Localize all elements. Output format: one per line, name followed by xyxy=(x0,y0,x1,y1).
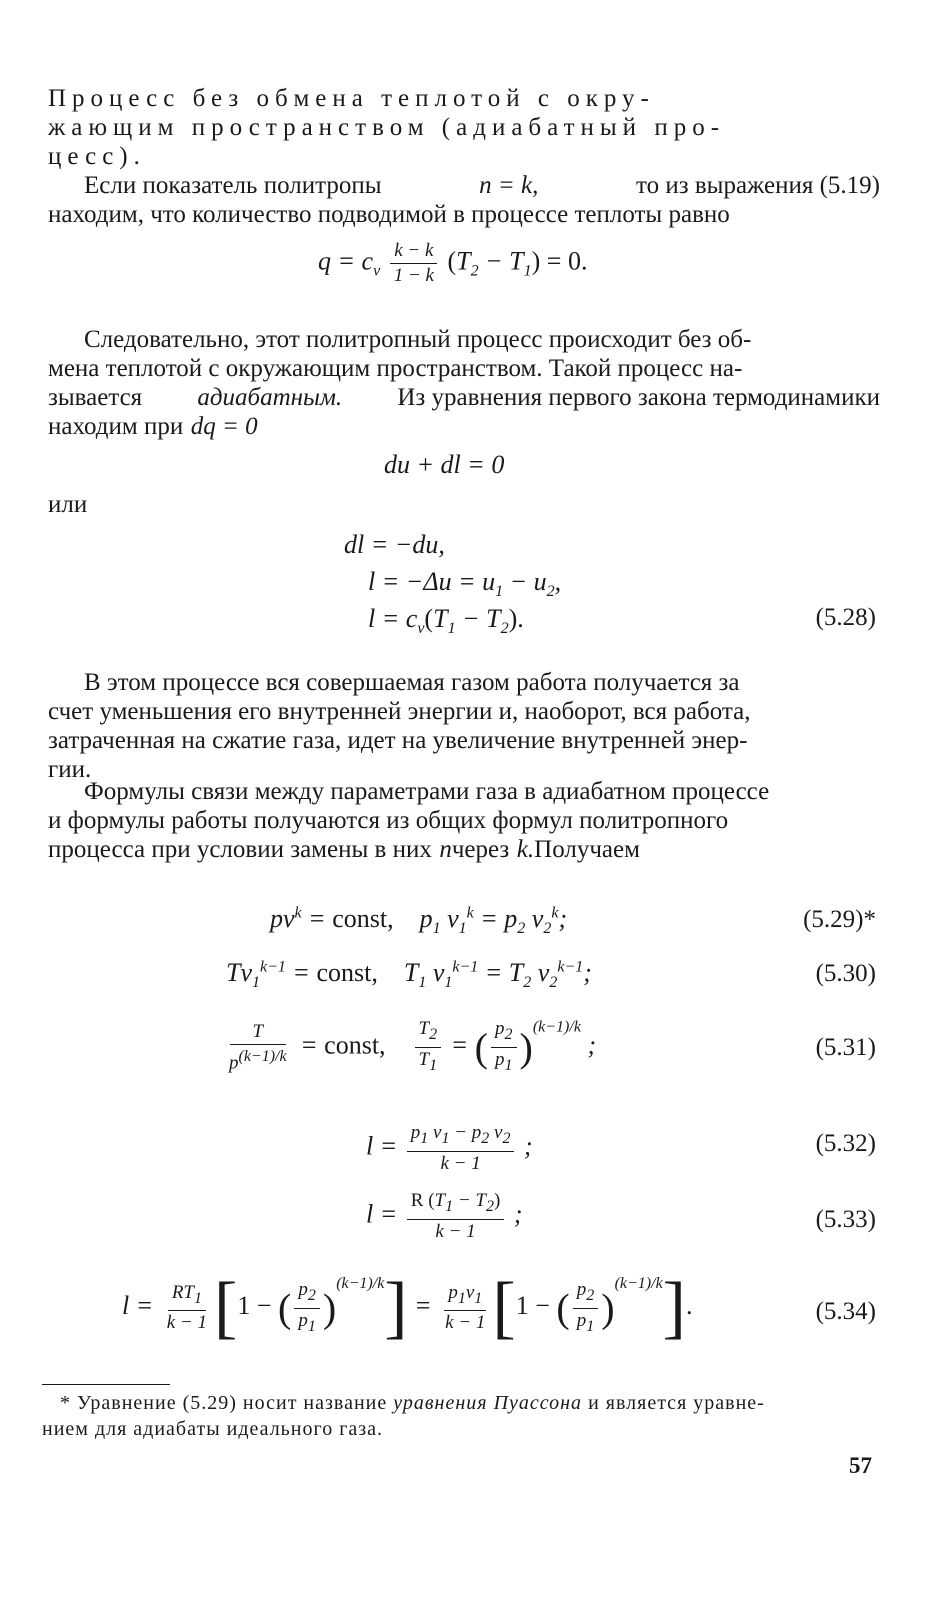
fraction: $\frac{T}{p^{(k-1)/k}}$ xyxy=(229,1020,287,1073)
paragraph-text: В этом процессе вся совершаемая газом работа получается за xyxy=(84,669,740,696)
fraction: $\frac{T_2}{T_1}$ xyxy=(415,1018,442,1077)
equation-533: l = $\frac{R (T_1 - T_2)}{k - 1}$ ; xyxy=(366,1190,523,1242)
paragraph xyxy=(48,171,880,229)
equation-number: (5.34) xyxy=(815,1298,876,1325)
footnote-text: Уравнение (5.29) носит название xyxy=(77,1392,388,1414)
text-line xyxy=(48,383,880,412)
text-line xyxy=(48,835,880,864)
equation-heat: $q = c_v$ $\frac{k - k}{1 - k}$ $(T_2 - T_1) = 0$. xyxy=(318,240,588,286)
paragraph-text: и формулы работы получаются из общих формул политропного xyxy=(48,807,729,834)
inline-math: n = k, xyxy=(479,172,539,199)
footnote-italic-term: уравнения Пуассона xyxy=(393,1392,583,1414)
equation-number: (5.32) xyxy=(815,1130,876,1157)
equation-528-line1: dl = −du, xyxy=(344,530,445,559)
word-or xyxy=(48,490,880,519)
section-heading xyxy=(48,84,880,171)
heading-line: Процесс без обмена теплотой с окру- xyxy=(48,85,655,112)
paragraph-text: счет уменьшения его внутренней энергии и, наоборот, вся работа, xyxy=(48,698,751,725)
fraction: $\frac{p_1v_1}{k - 1}$ xyxy=(445,1281,486,1334)
paragraph-text: Следовательно, этот политропный процесс происходит без об- xyxy=(84,326,752,353)
equation-532: l = $\frac{p_1 v_1 - p_2 v_2}{k - 1}$ ; xyxy=(366,1122,533,1174)
footnote xyxy=(42,1390,880,1442)
paragraph-text: процесса при условии замены в них xyxy=(48,836,432,863)
fraction: $\frac{p_2}{p_1}$ xyxy=(491,1018,517,1077)
page-number: 57 xyxy=(849,1453,872,1478)
equation-number: (5.31) xyxy=(815,1034,876,1061)
paragraph-text: Из уравнения первого закона термодинамики xyxy=(397,384,880,411)
text-line xyxy=(48,84,880,113)
equation-531: $\frac{T}{p^{(k-1)/k}}$ = const, $\frac{T_2}{T_1}$ = ( $\frac{p_2}{p_1}$ )$^{(k-1)/k}$ ; xyxy=(222,1018,596,1077)
text-line xyxy=(48,113,880,142)
text-line xyxy=(48,200,880,229)
fraction: $\frac{p_2}{p_1}$ xyxy=(294,1279,320,1338)
inline-math: k. xyxy=(516,836,535,863)
text-line xyxy=(48,668,880,697)
text-line xyxy=(48,412,880,441)
text-line xyxy=(48,697,880,726)
text-line xyxy=(48,726,880,755)
text-line xyxy=(48,354,880,383)
paragraph-text: Если показатель политропы xyxy=(84,172,382,199)
equation-number: (5.29)* xyxy=(803,906,876,933)
equation-number: (5.30) xyxy=(815,960,876,987)
text-line xyxy=(48,777,880,806)
paragraph-text: гии. xyxy=(48,756,92,783)
text-line xyxy=(48,325,880,354)
paragraph-text: затраченная на сжатие газа, идет на увеличение внутренней энер- xyxy=(48,727,748,754)
footnote-rule xyxy=(42,1384,170,1385)
equation-number: (5.28) xyxy=(815,604,876,631)
footnote-marker: * xyxy=(60,1392,71,1414)
fraction: $\frac{p_1 v_1 - p_2 v_2}{k - 1}$ xyxy=(407,1122,515,1175)
term-italic: адиабатным. xyxy=(197,384,343,411)
heading-line: жающим пространством (адиабатный про- xyxy=(48,114,726,141)
paragraph xyxy=(48,668,880,784)
text-line xyxy=(48,806,880,835)
text-line xyxy=(48,142,880,171)
paragraph-text: мена теплотой с окружающим пространством. Такой процесс на- xyxy=(48,355,743,382)
equation-number: (5.33) xyxy=(815,1206,876,1233)
paragraph xyxy=(48,325,880,441)
fraction: $\frac{R (T_1 - T_2)}{k - 1}$ xyxy=(407,1190,505,1243)
inline-math: n xyxy=(439,836,452,863)
inline-math: dq = 0 xyxy=(190,413,258,440)
paragraph-text: то из выражения (5.19) xyxy=(636,172,880,199)
paragraph-text: или xyxy=(48,491,88,518)
equation-530: $Tv_1^{k-1}$ = const, $T_1$ $v_1^{k-1} = T_2$ $v_2^{k-1}$; xyxy=(226,958,592,992)
equation-528-line2: $l = -\Delta u = u_1 - u_2$, xyxy=(368,567,562,601)
equation-534: l = $\frac{RT_1}{k - 1}$ [1 − ( $\frac{p_2}{p_1}$ )$^{(k-1)/k}$] = $\frac{p_1v_1}{k - 1}$ [1 − ( $\frac{p_2}{p_1}$ )$^{(k-1)/k}$]. xyxy=(122,1269,693,1346)
paragraph-text: находим при xyxy=(48,413,184,440)
equation-529: $pv^k$ = const, $p_1$ $v_1^k = p_2$ $v_2^k$; xyxy=(270,904,568,938)
paragraph-text: Формулы связи между параметрами газа в адиабатном процессе xyxy=(84,778,770,805)
equation-du-dl: du + dl = 0 xyxy=(384,450,505,479)
heading-line: цесс). xyxy=(48,143,146,170)
paragraph-text: зывается xyxy=(48,384,143,411)
paragraph-text: Получаем xyxy=(534,836,640,863)
fraction: $\frac{k - k}{1 - k}$ xyxy=(390,240,438,287)
equation-528-line3: $l = c_v(T_1 - T_2)$. xyxy=(368,604,524,638)
footnote-text: и является уравне- xyxy=(588,1392,765,1414)
paragraph-text: находим, что количество подводимой в процессе теплоты равно xyxy=(48,201,730,228)
fraction: $\frac{p_2}{p_1}$ xyxy=(573,1279,599,1338)
paragraph-text: через xyxy=(451,836,510,863)
text-line xyxy=(48,171,880,200)
footnote-text: нием для адиабаты идеального газа. xyxy=(42,1418,384,1440)
fraction: $\frac{RT_1}{k - 1}$ xyxy=(166,1281,208,1334)
paragraph xyxy=(48,777,880,864)
